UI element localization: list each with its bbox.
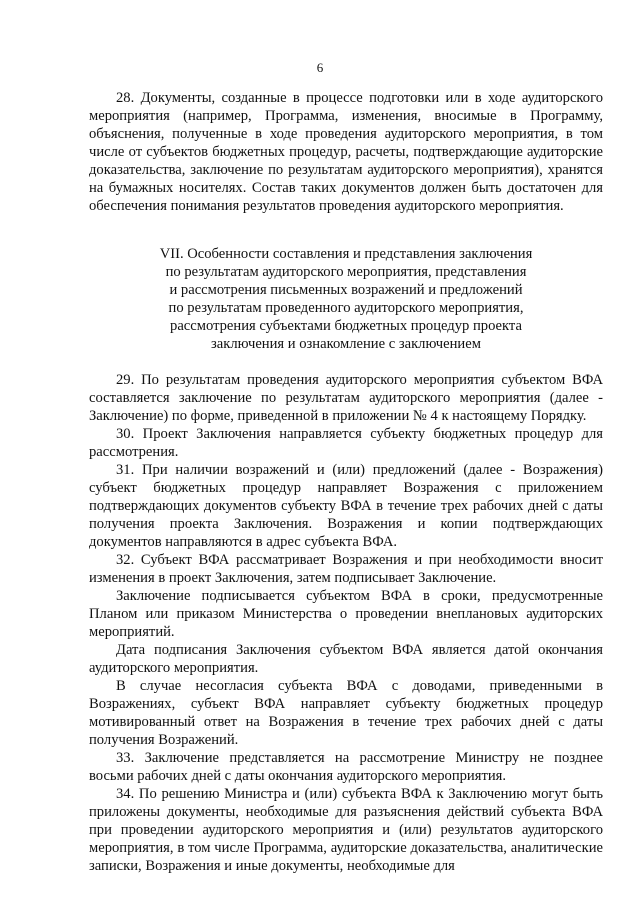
paragraph-28: 28. Документы, созданные в процессе подготовки или в ходе аудиторского мероприятия (например, Программа, изменения, вносимые в Программу, объяснения, полученные в ходе проведения аудиторского мероприятия, в том числе от субъектов бюджетных процедур, расчеты, подтверждающие аудиторские доказательства, заключение по результатам аудиторского мероприятия), хранятся на бумажных носителях. Состав таких документов должен быть достаточен для обеспечения понимания результатов проведения аудиторского мероприятия. — [89, 90, 603, 214]
paragraph-32-signing: Заключение подписывается субъектом ВФА в сроки, предусмотренные Планом или приказом Министерства о проведении внеплановых аудиторских мероприятий. — [89, 588, 603, 640]
heading-line: заключения и ознакомление с заключением — [211, 336, 481, 352]
paragraph-34: 34. По решению Министра и (или) субъекта ВФА к Заключению могут быть приложены документы, необходимые для разъяснения действий субъекта ВФА при проведении аудиторского мероприятия и (или) результатов аудиторского мероприятия, в том числе Программа, аудиторские доказательства, аналитические записки, Возражения и иные документы, необходимые для — [89, 786, 603, 874]
heading-line: и рассмотрения письменных возражений и предложений — [169, 282, 523, 298]
heading-line: по результатам аудиторского мероприятия, представления — [165, 264, 527, 280]
paragraph-30: 30. Проект Заключения направляется субъекту бюджетных процедур для рассмотрения. — [89, 426, 603, 460]
paragraph-29: 29. По результатам проведения аудиторского мероприятия субъектом ВФА составляется заключение по результатам аудиторского мероприятия (далее - Заключение) по форме, приведенной в приложении № 4 к настоящему Порядку. — [89, 372, 603, 424]
paragraph-33: 33. Заключение представляется на рассмотрение Министру не позднее восьми рабочих дней с даты окончания аудиторского мероприятия. — [89, 750, 603, 784]
heading-line: рассмотрения субъектами бюджетных процедур проекта — [170, 318, 522, 334]
paragraph-32: 32. Субъект ВФА рассматривает Возражения и при необходимости вносит изменения в проект Заключения, затем подписывает Заключение. — [89, 552, 603, 586]
section-heading — [89, 245, 603, 353]
paragraph-32-date: Дата подписания Заключения субъектом ВФА является датой окончания аудиторского мероприятия. — [89, 642, 603, 676]
heading-line: по результатам проведенного аудиторского мероприятия, — [168, 300, 524, 316]
heading-line: VII. Особенности составления и представления заключения — [159, 246, 533, 262]
text-block-bottom — [89, 371, 603, 875]
page-number: 6 — [316, 60, 324, 75]
paragraph-31: 31. При наличии возражений и (или) предложений (далее - Возражения) субъект бюджетных процедур направляет Возражения с приложением подтверждающих документов субъекту ВФА в течение трех рабочих дней с даты получения проекта Заключения. Возражения и копии подтверждающих документов направляются в адрес субъекта ВФА. — [89, 462, 603, 550]
text-block-top — [89, 89, 603, 215]
paragraph-32-disagreement: В случае несогласия субъекта ВФА с доводами, приведенными в Возражениях, субъект ВФА направляет субъекту бюджетных процедур мотивированный ответ на Возражения в течение трех рабочих дней с даты получения Возражений. — [89, 678, 603, 748]
